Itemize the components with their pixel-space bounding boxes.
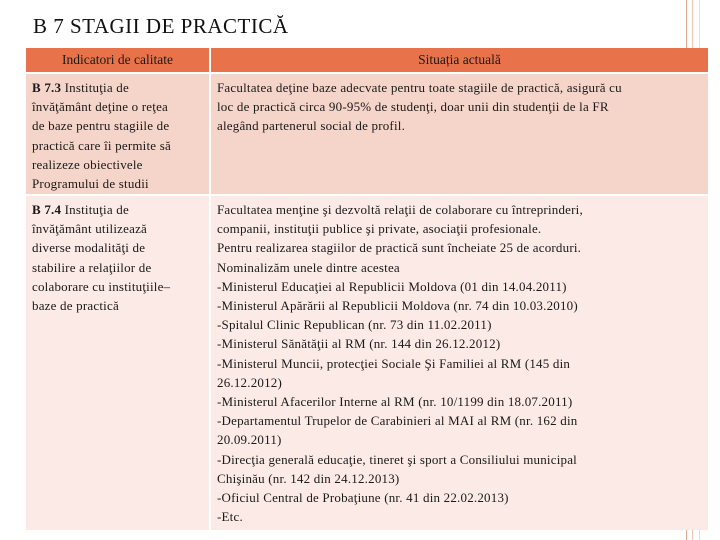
indicator-line: practică care îi permite să	[32, 137, 171, 153]
situation-line: -Direcţia generală educaţie, tineret şi sport a Consiliului municipal	[217, 451, 577, 467]
indicator-line: realizeze obiectivele	[32, 156, 143, 172]
indicator-line: Instituţia de	[61, 202, 129, 217]
situation-line: 26.12.2012)	[217, 374, 283, 390]
situation-line: Nominalizăm unele dintre acestea	[217, 259, 400, 275]
situation-line: Chişinău (nr. 142 din 24.12.2013)	[217, 470, 400, 486]
indicator-line: învăţământ deţine o reţea	[32, 99, 169, 115]
indicator-line: învăţământ utilizează	[32, 221, 148, 237]
situation-line: -Oficiul Central de Probaţiune (nr. 41 din 22.02.2013)	[217, 490, 509, 506]
indicator-code: B 7.4	[32, 202, 62, 217]
situation-cell	[210, 73, 708, 195]
situation-line: alegând partenerul social de profil.	[217, 118, 406, 134]
indicator-line: stabilire a relaţiilor de	[32, 259, 152, 275]
situation-line: -Ministerul Afacerilor Interne al RM (nr. 10/1199 din 18.07.2011)	[217, 394, 573, 410]
situation-line: companii, instituţii publice şi private, asociaţii profesionale.	[217, 221, 542, 237]
situation-line: -Ministerul Sănătăţii al RM (nr. 144 din 26.12.2012)	[217, 336, 501, 352]
indicator-cell	[26, 73, 210, 195]
header-situation: Situația actuală	[210, 48, 708, 73]
indicator-line: baze de practică	[32, 298, 119, 314]
quality-indicators-table	[26, 48, 708, 530]
situation-line: -Departamentul Trupelor de Carabinieri al MAI al RM (nr. 162 din	[217, 413, 578, 429]
header-indicators: Indicatori de calitate	[26, 48, 210, 73]
indicator-line: Programului de studii	[32, 176, 149, 192]
situation-line: -Ministerul Muncii, protecţiei Sociale Şi Familiei al RM (145 din	[217, 355, 571, 371]
situation-line: -Etc.	[217, 509, 243, 525]
situation-line: -Ministerul Apărării al Republicii Moldova (nr. 74 din 10.03.2010)	[217, 298, 578, 314]
situation-line: Pentru realizarea stagiilor de practică sunt încheiate 25 de acorduri.	[217, 240, 582, 256]
situation-line: -Ministerul Educaţiei al Republicii Moldova (01 din 14.04.2011)	[217, 278, 567, 294]
situation-cell	[210, 195, 708, 530]
indicator-line: Instituţia de	[61, 80, 129, 95]
situation-line: 20.09.2011)	[217, 432, 282, 448]
page-title: B 7 STAGII DE PRACTICĂ	[33, 14, 289, 38]
situation-line: Facultatea menţine şi dezvoltă relaţii de colaborare cu întreprinderi,	[217, 202, 583, 217]
table-header-row	[26, 48, 708, 73]
situation-line: Facultatea deţine baze adecvate pentru toate stagiile de practică, asigură cu	[217, 80, 622, 95]
situation-line: loc de practică circa 90-95% de studenţi, doar unii din studenţii de la FR	[217, 99, 609, 115]
situation-line: -Spitalul Clinic Republican (nr. 73 din 11.02.2011)	[217, 317, 492, 333]
table-row	[26, 195, 708, 530]
indicator-line: diverse modalităţi de	[32, 240, 146, 256]
indicator-cell	[26, 195, 210, 530]
indicator-line: de baze pentru stagiile de	[32, 118, 170, 134]
indicator-code: B 7.3	[32, 80, 62, 95]
table-row	[26, 73, 708, 195]
indicator-line: colaborare cu instituţiile–	[32, 278, 171, 294]
